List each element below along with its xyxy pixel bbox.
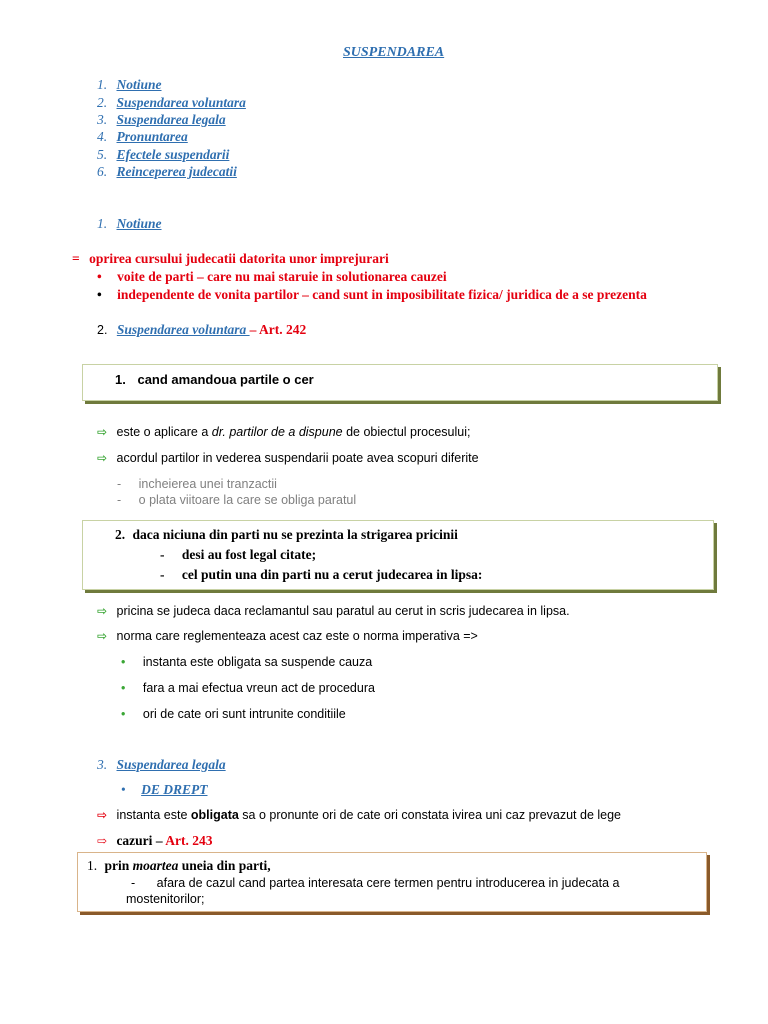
dash-icon: - [117, 493, 122, 507]
bullet-icon: • [97, 269, 102, 284]
case-box-2 [82, 520, 714, 590]
toc-item[interactable]: 4. Pronuntarea [97, 129, 188, 144]
dash-icon: - [160, 547, 165, 562]
arrow-right-icon: ⇨ [97, 808, 108, 822]
section-heading-suspendarea-legala: 3. Suspendarea legala [97, 757, 226, 772]
bullet-icon: • [97, 287, 102, 302]
section-heading-notiune: 1. Notiune [97, 216, 162, 231]
toc-item[interactable]: 2. Suspendarea voluntara [97, 95, 246, 110]
bullet-icon: • [121, 655, 126, 669]
bullet-icon: • [121, 681, 126, 695]
case-box-1 [82, 364, 718, 401]
box-subitem: - afara de cazul cand partea interesata cere termen pentru introducerea in judecata a [131, 876, 620, 890]
toc-item[interactable]: 1. Notiune [97, 77, 162, 92]
arrow-right-icon: ⇨ [97, 425, 108, 439]
dash-icon: - [131, 876, 136, 890]
list-item: • DE DREPT [121, 782, 208, 797]
box-subitem: - desi au fost legal citate; [160, 547, 317, 562]
box-subitem: - cel putin una din parti nu a cerut judecarea in lipsa: [160, 567, 483, 582]
box-item: 1. prin moartea uneia din parti, [87, 858, 271, 873]
toc-item[interactable]: 5. Efectele suspendarii [97, 147, 230, 162]
list-item: ⇨ instanta este obligata sa o pronunte ori de cate ori constata ivirea uni caz prevazut de lege [97, 808, 621, 822]
toc-item[interactable]: 3. Suspendarea legala [97, 112, 226, 127]
list-item: • fara a mai efectua vreun act de procedura [121, 681, 375, 695]
box-item: 1. cand amandoua partile o cer [115, 372, 314, 387]
equals-sign: = [72, 251, 80, 266]
arrow-right-icon: ⇨ [97, 451, 108, 465]
arrow-right-icon: ⇨ [97, 834, 108, 848]
list-item: - incheierea unei tranzactii [117, 477, 277, 491]
toc-item[interactable]: 6. Reinceperea judecatii [97, 164, 237, 179]
box-item: 2. daca niciuna din parti nu se prezinta la strigarea pricinii [115, 527, 458, 542]
list-item: • instanta este obligata sa suspende cauza [121, 655, 373, 669]
list-item: ⇨ acordul partilor in vederea suspendarii poate avea scopuri diferite [97, 451, 479, 465]
dash-icon: - [160, 567, 165, 582]
list-item: • independente de vonita partilor – cand sunt in imposibilitate fizica/ juridica de a se prezenta [97, 287, 647, 302]
page-title[interactable]: SUSPENDAREA [343, 45, 445, 60]
list-item: • voite de parti – care nu mai staruie in solutionarea cauzei [97, 269, 447, 284]
list-item: ⇨ norma care reglementeaza acest caz este o norma imperativa => [97, 629, 478, 643]
dash-icon: - [117, 477, 122, 491]
bullet-icon: • [121, 707, 126, 721]
box-subitem-continuation: mostenitorilor; [126, 892, 205, 906]
list-item: - o plata viitoare la care se obliga paratul [117, 493, 357, 507]
bullet-icon: • [121, 782, 126, 797]
case-box-3 [77, 852, 707, 912]
section-heading-suspendarea-voluntara: 2. Suspendarea voluntara – Art. 242 [97, 322, 307, 337]
arrow-right-icon: ⇨ [97, 604, 108, 618]
list-item: ⇨ cazuri – Art. 243 [97, 833, 213, 848]
list-item: • ori de cate ori sunt intrunite conditiile [121, 707, 346, 721]
definition: = oprirea cursului judecatii datorita unor imprejurari [72, 251, 389, 266]
list-item: ⇨ este o aplicare a dr. partilor de a dispune de obiectul procesului; [97, 425, 471, 439]
arrow-right-icon: ⇨ [97, 629, 108, 643]
list-item: ⇨ pricina se judeca daca reclamantul sau paratul au cerut in scris judecarea in lipsa. [97, 604, 570, 618]
